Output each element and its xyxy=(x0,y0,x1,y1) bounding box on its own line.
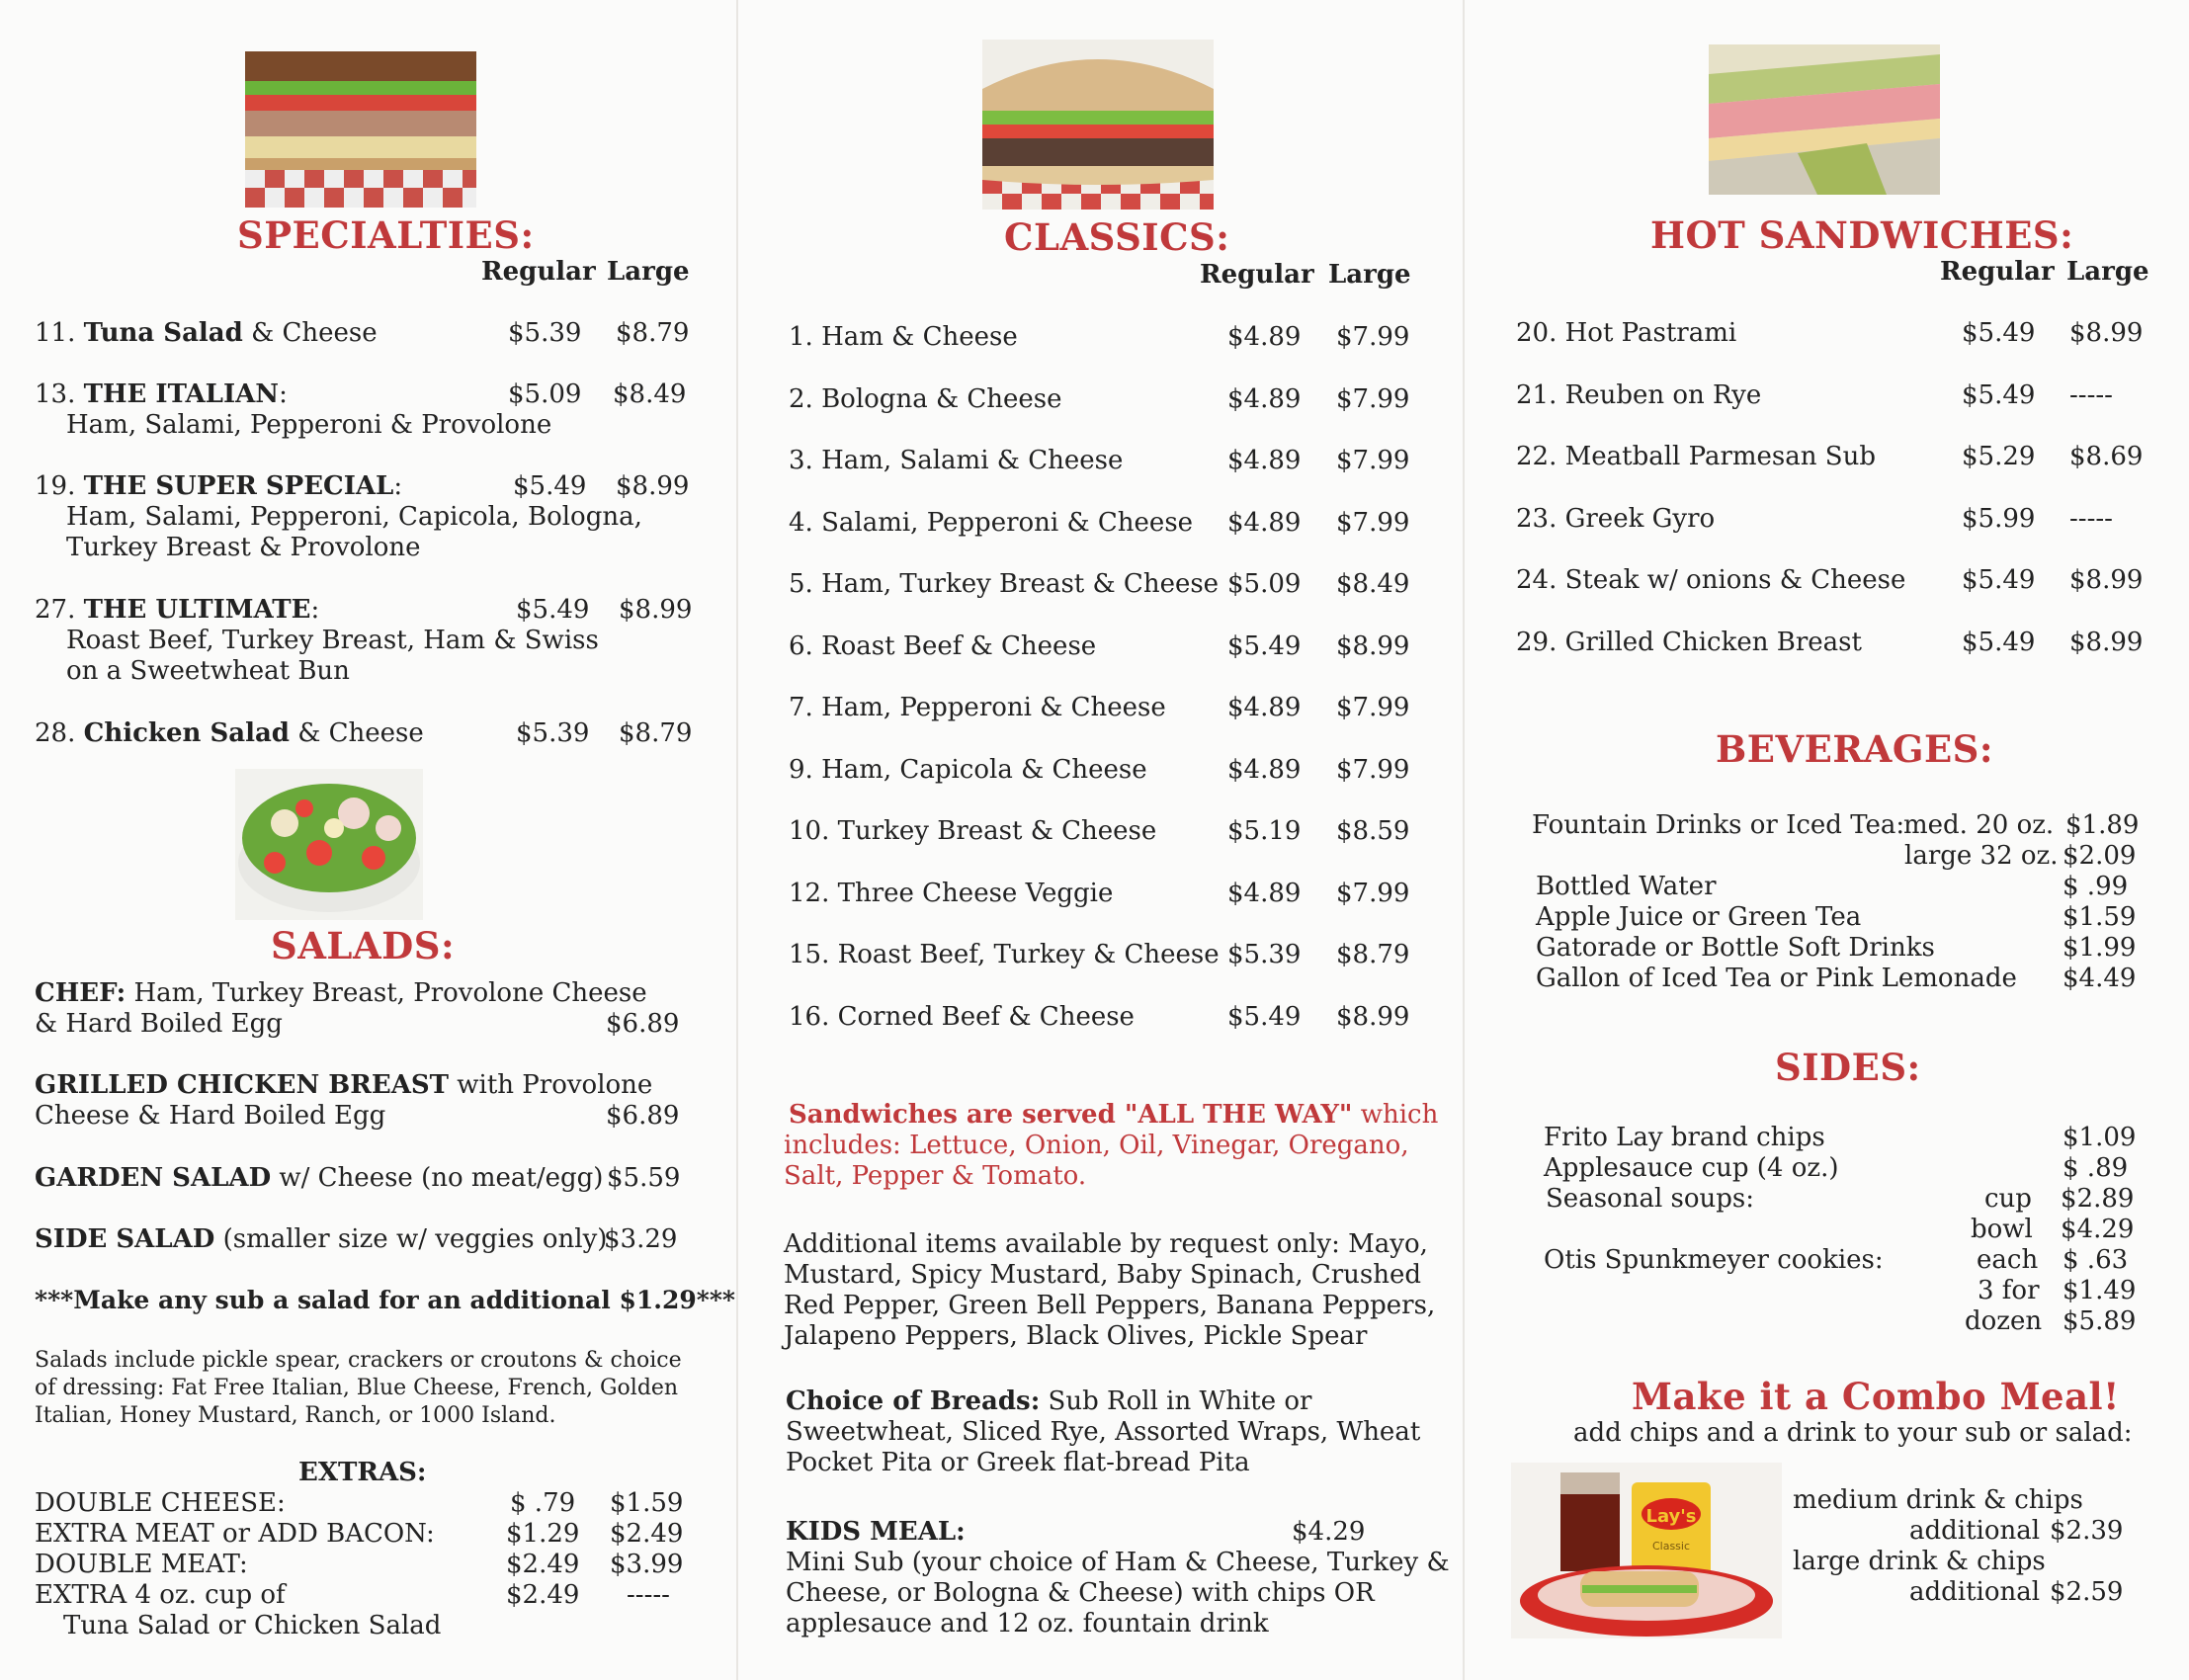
combo-subtitle: add chips and a drink to your sub or salad: xyxy=(1573,1418,2133,1448)
item-large-price: $8.99 xyxy=(1336,1001,1410,1032)
specialty-item xyxy=(35,318,378,348)
specialties-col-regular: Regular xyxy=(481,257,596,287)
all-the-way-note xyxy=(789,1100,1438,1130)
specialties-title: SPECIALTIES: xyxy=(237,213,535,257)
item-regular-price: $5.39 xyxy=(1227,940,1302,969)
salad-desc: w/ Cheese (no meat/egg) xyxy=(271,1163,604,1193)
panel-specialties-salads xyxy=(0,0,736,1680)
panel-classics xyxy=(736,0,1463,1680)
salad-note-line: Salads include pickle spear, crackers or croutons & choice xyxy=(35,1348,682,1373)
soup-bowl: bowl xyxy=(1971,1215,2033,1244)
item-number: 11. xyxy=(35,318,76,348)
extra-regular: $1.29 xyxy=(506,1519,580,1549)
salad-price: $5.59 xyxy=(607,1163,681,1193)
item-regular-price: $4.89 xyxy=(1227,507,1302,538)
additional-line: Jalapeno Peppers, Black Olives, Pickle Spear xyxy=(784,1321,1368,1351)
combo-large-price: $2.59 xyxy=(2050,1577,2124,1607)
salad-price: $3.29 xyxy=(604,1224,678,1254)
combo-meal-photo xyxy=(1511,1463,1782,1638)
specialty-large-price: $8.79 xyxy=(619,718,693,748)
item-large-price: $7.99 xyxy=(1336,693,1410,722)
breads-line xyxy=(786,1386,1311,1416)
item-large-price: $7.99 xyxy=(1336,754,1410,785)
item-regular-price: $5.49 xyxy=(1962,565,2036,595)
salad-item xyxy=(35,1163,603,1193)
classics-col-regular: Regular xyxy=(1200,260,1314,290)
specialty-regular-price: $5.49 xyxy=(516,595,590,625)
breads-label: Choice of Breads: xyxy=(786,1386,1041,1416)
cookie-3-for: 3 for xyxy=(1978,1276,2040,1305)
item-suffix: : xyxy=(393,471,403,501)
item-name: 21. Reuben on Rye xyxy=(1516,379,1762,410)
item-regular-price: $4.89 xyxy=(1227,754,1302,785)
item-name: Tuna Salad xyxy=(83,318,243,348)
additional-line: Additional items available by request only: Mayo, xyxy=(784,1229,1428,1259)
salad-name: GRILLED CHICKEN BREAST xyxy=(35,1070,449,1100)
item-name: 7. Ham, Pepperoni & Cheese xyxy=(789,693,1166,722)
all-the-way-line: Salt, Pepper & Tomato. xyxy=(784,1161,1087,1191)
item-regular-price: $5.99 xyxy=(1962,503,2036,534)
item-name: THE SUPER SPECIAL xyxy=(83,471,394,501)
specialty-desc: Roast Beef, Turkey Breast, Ham & Swiss xyxy=(66,626,599,655)
item-name: Gatorade or Bottle Soft Drinks xyxy=(1536,933,1935,963)
hot-col-large: Large xyxy=(2066,257,2149,287)
item-regular-price: $4.89 xyxy=(1227,322,1302,352)
panel-hot-beverages-sides xyxy=(1463,0,2189,1680)
side-chips-price: $1.09 xyxy=(2063,1123,2137,1152)
specialty-desc: Ham, Salami, Pepperoni, Capicola, Bologna, xyxy=(66,502,642,532)
item-large-price: $8.49 xyxy=(1336,569,1410,599)
italian-sub-photo xyxy=(245,51,476,208)
salad-item xyxy=(35,1224,607,1254)
extra-name: EXTRA MEAT or ADD BACON: xyxy=(35,1519,435,1549)
make-salad-note: ***Make any sub a salad for an additional $1.29*** xyxy=(35,1286,735,1314)
specialty-regular-price: $5.39 xyxy=(508,318,582,348)
extra-name: EXTRA 4 oz. cup of xyxy=(35,1580,286,1610)
salad-name: SIDE SALAD xyxy=(35,1224,215,1254)
item-large-price: $7.99 xyxy=(1336,322,1410,352)
item-name: 24. Steak w/ onions & Cheese xyxy=(1516,565,1906,595)
item-regular-price: $5.49 xyxy=(1962,627,2036,657)
salad-desc: Ham, Turkey Breast, Provolone Cheese xyxy=(126,978,647,1008)
item-large-price: ----- xyxy=(2069,379,2113,410)
combo-large: large drink & chips xyxy=(1793,1547,2046,1576)
salad-note-line: of dressing: Fat Free Italian, Blue Cheese, French, Golden xyxy=(35,1376,679,1400)
classics-col-large: Large xyxy=(1328,260,1411,290)
breads-line: Pocket Pita or Greek flat-bread Pita xyxy=(786,1448,1250,1477)
item-large-price: $7.99 xyxy=(1336,446,1410,475)
all-the-way-bold: Sandwiches are served "ALL THE WAY" xyxy=(789,1100,1353,1130)
all-the-way-line: includes: Lettuce, Onion, Oil, Vinegar, Oregano, xyxy=(784,1131,1409,1160)
sides-title: SIDES: xyxy=(1775,1046,1921,1089)
soup-cup-price: $2.89 xyxy=(2061,1184,2135,1214)
kids-meal-line: Mini Sub (your choice of Ham & Cheese, Turkey & xyxy=(786,1548,1450,1577)
salad-price: $6.89 xyxy=(606,1009,680,1039)
item-regular-price: $5.29 xyxy=(1962,442,2036,471)
classics-title: CLASSICS: xyxy=(1004,215,1230,259)
salad-note-line: Italian, Honey Mustard, Ranch, or 1000 Island. xyxy=(35,1403,556,1428)
chip-bag-brand: Lay's xyxy=(1645,1506,1697,1527)
soup-cup: cup xyxy=(1984,1184,2032,1214)
specialties-col-large: Large xyxy=(607,257,690,287)
item-regular-price: $5.49 xyxy=(1962,379,2036,410)
extra-regular: $2.49 xyxy=(506,1580,580,1610)
item-name: Chicken Salad xyxy=(83,718,290,748)
breads-text: Sub Roll in White or xyxy=(1040,1386,1312,1416)
side-chips: Frito Lay brand chips xyxy=(1544,1123,1825,1152)
item-name: 20. Hot Pastrami xyxy=(1516,318,1737,348)
item-large-price: ----- xyxy=(2069,503,2113,534)
extra-large: $2.49 xyxy=(610,1519,684,1549)
item-name: Gallon of Iced Tea or Pink Lemonade xyxy=(1536,964,2017,993)
item-regular-price: $4.89 xyxy=(1227,383,1302,414)
item-regular-price: $4.89 xyxy=(1227,446,1302,475)
salads-title: SALADS: xyxy=(271,924,456,967)
cookie-each: each xyxy=(1977,1245,2039,1275)
extra-regular: $ .79 xyxy=(510,1488,576,1518)
fountain-med: med. 20 oz. xyxy=(1903,810,2055,840)
kids-meal-line: applesauce and 12 oz. fountain drink xyxy=(786,1609,1269,1638)
specialty-desc: Ham, Salami, Pepperoni & Provolone xyxy=(66,410,552,440)
extra-name: DOUBLE MEAT: xyxy=(35,1550,248,1579)
all-the-way-rest: which xyxy=(1352,1100,1439,1130)
specialty-regular-price: $5.39 xyxy=(516,718,590,748)
fountain-large: large 32 oz. xyxy=(1904,841,2059,871)
specialty-large-price: $8.99 xyxy=(619,595,693,625)
hot-sandwiches-title: HOT SANDWICHES: xyxy=(1650,213,2074,257)
item-large-price: $8.99 xyxy=(1336,630,1410,661)
specialty-item xyxy=(35,595,319,625)
salad-photo xyxy=(235,769,423,920)
extra-regular: $2.49 xyxy=(506,1550,580,1579)
kids-meal-line: Cheese, or Bologna & Cheese) with chips OR xyxy=(786,1578,1375,1608)
fountain-large-price: $2.09 xyxy=(2063,841,2137,871)
specialty-regular-price: $5.49 xyxy=(513,471,587,501)
item-price: $1.59 xyxy=(2063,902,2137,932)
item-suffix: & Cheese xyxy=(289,718,424,748)
item-large-price: $8.99 xyxy=(2069,565,2144,595)
item-regular-price: $5.49 xyxy=(1227,1001,1302,1032)
item-regular-price: $5.49 xyxy=(1962,318,2036,348)
fountain-label: Fountain Drinks or Iced Tea: xyxy=(1532,810,1905,840)
salad-item xyxy=(35,978,647,1008)
item-large-price: $7.99 xyxy=(1336,507,1410,538)
item-name: 15. Roast Beef, Turkey & Cheese xyxy=(789,940,1220,969)
salad-desc-line2: & Hard Boiled Egg xyxy=(35,1009,283,1039)
item-name: Bottled Water xyxy=(1536,872,1717,901)
item-large-price: $8.79 xyxy=(1336,940,1410,969)
item-regular-price: $5.19 xyxy=(1227,816,1302,846)
salad-desc-line2: Cheese & Hard Boiled Egg xyxy=(35,1101,386,1131)
fountain-med-price: $1.89 xyxy=(2065,810,2140,840)
cookie-dozen: dozen xyxy=(1965,1306,2043,1336)
additional-line: Red Pepper, Green Bell Peppers, Banana Peppers, xyxy=(784,1291,1436,1320)
salad-desc: with Provolone xyxy=(449,1070,653,1100)
item-name: 16. Corned Beef & Cheese xyxy=(789,1001,1135,1032)
item-name: 22. Meatball Parmesan Sub xyxy=(1516,442,1876,471)
salad-desc: (smaller size w/ veggies only) xyxy=(214,1224,608,1254)
kids-meal-label: KIDS MEAL: xyxy=(786,1517,966,1547)
item-regular-price: $5.09 xyxy=(1227,569,1302,599)
cookie-3-price: $1.49 xyxy=(2063,1276,2137,1305)
item-suffix: : xyxy=(310,595,320,625)
side-cookies: Otis Spunkmeyer cookies: xyxy=(1544,1245,1884,1275)
specialty-item xyxy=(35,379,288,409)
side-soups: Seasonal soups: xyxy=(1546,1184,1755,1214)
kids-meal-price: $4.29 xyxy=(1292,1517,1366,1547)
item-name: 10. Turkey Breast & Cheese xyxy=(789,816,1157,846)
specialty-desc: Turkey Breast & Provolone xyxy=(66,533,421,562)
item-large-price: $7.99 xyxy=(1336,878,1410,908)
salad-name: GARDEN SALAD xyxy=(35,1163,272,1193)
item-price: $4.49 xyxy=(2063,964,2137,993)
item-regular-price: $4.89 xyxy=(1227,878,1302,908)
salad-name: CHEF: xyxy=(35,978,126,1008)
combo-large-additional: additional xyxy=(1909,1577,2041,1607)
combo-medium: medium drink & chips xyxy=(1793,1485,2083,1515)
extra-last-line: Tuna Salad or Chicken Salad xyxy=(63,1611,442,1640)
side-applesauce-price: $ .89 xyxy=(2063,1153,2129,1183)
item-name: 9. Ham, Capicola & Cheese xyxy=(789,754,1147,785)
combo-medium-price: $2.39 xyxy=(2050,1516,2124,1546)
extra-name: DOUBLE CHEESE: xyxy=(35,1488,286,1518)
item-name: THE ITALIAN xyxy=(83,379,280,409)
cookie-dozen-price: $5.89 xyxy=(2063,1306,2137,1336)
item-price: $1.99 xyxy=(2063,933,2137,963)
extra-large: ----- xyxy=(627,1580,670,1610)
specialty-regular-price: $5.09 xyxy=(508,379,582,409)
club-sandwich-photo xyxy=(1709,44,1940,195)
additional-line: Mustard, Spicy Mustard, Baby Spinach, Crushed xyxy=(784,1260,1422,1290)
item-large-price: $8.99 xyxy=(2069,318,2144,348)
item-name: 5. Ham, Turkey Breast & Cheese xyxy=(789,569,1220,599)
breads-line: Sweetwheat, Sliced Rye, Assorted Wraps, Wheat xyxy=(786,1417,1421,1447)
item-name: THE ULTIMATE xyxy=(83,595,311,625)
item-name: Apple Juice or Green Tea xyxy=(1536,902,1862,932)
soup-bowl-price: $4.29 xyxy=(2061,1215,2135,1244)
chip-bag-flavor: Classic xyxy=(1651,1540,1691,1553)
item-name: 29. Grilled Chicken Breast xyxy=(1516,627,1862,657)
item-name: 3. Ham, Salami & Cheese xyxy=(789,446,1124,475)
specialty-large-price: $8.49 xyxy=(613,379,687,409)
item-large-price: $8.99 xyxy=(2069,627,2144,657)
item-large-price: $7.99 xyxy=(1336,383,1410,414)
item-name: 12. Three Cheese Veggie xyxy=(789,878,1114,908)
item-name: 2. Bologna & Cheese xyxy=(789,383,1062,414)
specialty-large-price: $8.99 xyxy=(616,471,690,501)
extras-title: EXTRAS: xyxy=(298,1458,427,1487)
specialty-item xyxy=(35,718,424,748)
specialty-item xyxy=(35,471,402,501)
item-regular-price: $5.49 xyxy=(1227,630,1302,661)
item-suffix: & Cheese xyxy=(242,318,378,348)
item-regular-price: $4.89 xyxy=(1227,693,1302,722)
item-name: 23. Greek Gyro xyxy=(1516,503,1716,534)
beverages-title: BEVERAGES: xyxy=(1716,727,1994,771)
combo-title: Make it a Combo Meal! xyxy=(1632,1375,2120,1418)
item-suffix: : xyxy=(279,379,288,409)
item-price: $ .99 xyxy=(2063,872,2129,901)
item-name: 4. Salami, Pepperoni & Cheese xyxy=(789,507,1194,538)
item-name: 1. Ham & Cheese xyxy=(789,322,1018,352)
item-number: 28. xyxy=(35,718,76,748)
item-large-price: $8.59 xyxy=(1336,816,1410,846)
item-large-price: $8.69 xyxy=(2069,442,2144,471)
hot-col-regular: Regular xyxy=(1940,257,2055,287)
combo-medium-additional: additional xyxy=(1909,1516,2041,1546)
side-applesauce: Applesauce cup (4 oz.) xyxy=(1544,1153,1839,1183)
specialty-desc: on a Sweetwheat Bun xyxy=(66,656,350,686)
specialty-large-price: $8.79 xyxy=(616,318,690,348)
salad-item xyxy=(35,1070,652,1100)
item-number: 13. xyxy=(35,379,76,409)
extra-large: $3.99 xyxy=(610,1550,684,1579)
cookie-each-price: $ .63 xyxy=(2063,1245,2129,1275)
roast-beef-sub-photo xyxy=(982,40,1214,210)
item-number: 27. xyxy=(35,595,76,625)
extra-large: $1.59 xyxy=(610,1488,684,1518)
item-number: 19. xyxy=(35,471,76,501)
salad-price: $6.89 xyxy=(606,1101,680,1131)
item-name: 6. Roast Beef & Cheese xyxy=(789,630,1097,661)
